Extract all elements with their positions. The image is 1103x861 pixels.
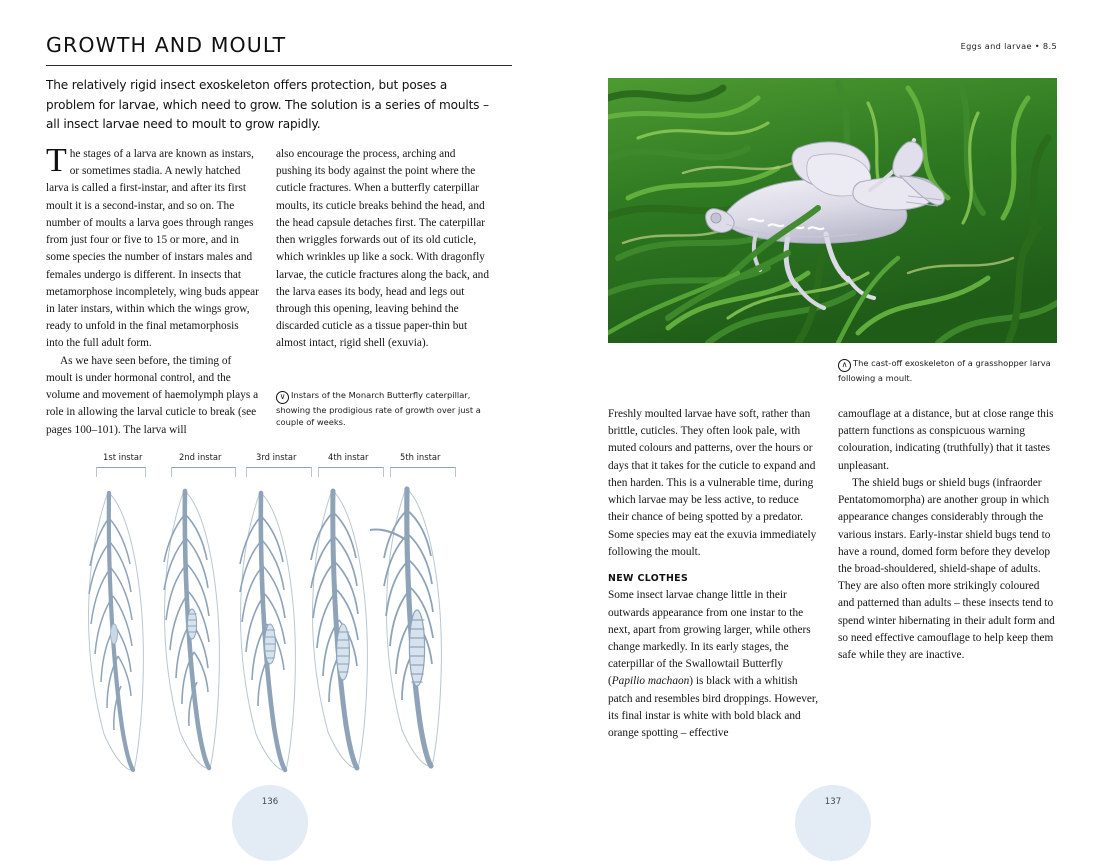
instar-bracket-4 [318, 467, 384, 477]
paragraph: also encourage the process, arching and pushing its body against the point where the cuticle fractures. When a butterfly caterpillar moults, its cuticle breaks behind the head, and the head capsule detaches first. The caterpillar then wriggles forwards out of its old cuticle, which wrinkles up like a sock. With dragonfly larvae, the cuticle fractures along the back, and the larva eases its body, head and legs out through this opening, leaving behind the discarded cuticle as a tissue paper-thin but almost intact, rigid shell (exuvia). [276, 148, 489, 350]
leaf-illustrations [60, 478, 500, 773]
drop-cap: T [46, 142, 67, 179]
down-arrow-marker: ∨ [276, 391, 289, 404]
folio-left [232, 785, 308, 861]
page-number: 136 [261, 797, 279, 807]
instar-label-5: 5th instar [400, 452, 441, 462]
instar-bracket-3 [246, 467, 312, 477]
title-divider [46, 65, 512, 66]
right-column-2 [838, 406, 1056, 664]
caterpillar [265, 624, 276, 664]
paragraph: The shield bugs or shield bugs (infraorder Pentatomomorpha) are another group in which appearance changes considerably through the various instars. Early-instar shield bugs tend to have a round, domed form before they develop the broad-shouldered, shield-shape of adults. They are also often more strikingly coloured and patterned than adults – these insects tend to spend winter hibernating in their adult form and so need effective camouflage to help keep them safe while they are inactive. [838, 476, 1055, 662]
running-head: Eggs and larvae • 8.5 [960, 41, 1057, 51]
page-title: GROWTH AND MOULT [46, 33, 287, 57]
paragraph-text: he stages of a larva are known as instars, or sometimes stadia. A newly hatched larva is called a first-instar, and after its first moult it is a second-instar, and so on. The number of moults a larva goes through ranges from just four or five to 15 or more, and in some species the number of instars males and females undergo is different. In insects that metamorphose incompletely, wing buds appear in later instars, within which the wings grow, ready to unfold in the final metamorphosis into the full adult form. [46, 148, 259, 350]
instar-diagram-caption [276, 389, 492, 428]
species-binomial: Papilio machaon [611, 675, 690, 688]
instar-label-2: 2nd instar [179, 452, 222, 462]
left-column-2 [276, 146, 490, 353]
caption-text: The cast-off exoskeleton of a grasshopper larva following a moult. [838, 358, 1051, 383]
instar-label-1: 1st instar [103, 452, 143, 462]
grasshopper-exuvia-photo [608, 78, 1057, 343]
leaf-1 [89, 492, 144, 770]
left-page [0, 0, 551, 827]
instar-label-4: 4th instar [328, 452, 369, 462]
caption-text: Instars of the Monarch Butterfly caterpillar, showing the prodigious rate of growth over just a couple of weeks. [276, 390, 481, 428]
leaf-2 [164, 490, 219, 768]
caterpillar [409, 610, 424, 686]
caterpillar [337, 624, 350, 680]
caterpillar [187, 609, 196, 639]
instar-bracket-1 [96, 467, 146, 477]
instar-label-3: 3rd instar [256, 452, 297, 462]
instar-growth-diagram [60, 452, 500, 772]
section-subheading: NEW CLOTHES [608, 572, 689, 584]
leaf-5 [370, 488, 441, 766]
left-column-1 [46, 142, 259, 439]
leaf-3 [240, 492, 295, 770]
paragraph: camouflage at a distance, but at close range this pattern functions as conspicuous warning colouration, indicating (truthfully) that it tastes unpleasant. [838, 408, 1054, 472]
leaf-4 [311, 490, 367, 768]
standfirst-intro: The relatively rigid insect exoskeleton offers protection, but poses a problem for larvae, which need to grow. The solution is a series of moults – all insect larvae need to moult to grow rapidly. [46, 78, 489, 132]
paragraph: Freshly moulted larvae have soft, rather than brittle, cuticles. They often look pale, with muted colours and patterns, over the hours or days that it takes for the cuticle to expand and then harden. This is a vulnerable time, during which larvae may be less active, to reduce their chance of being spotted by a predator. Some species may eat the exuvia immediately following the moult. [608, 408, 817, 558]
paragraph: As we have seen before, the timing of moult is under hormonal control, and the volume and movement of haemolymph plays a role in allowing the larval cuticle to break (see pages 100–101). The larva will [46, 354, 259, 436]
instar-bracket-5 [390, 467, 456, 477]
paragraph [46, 142, 259, 353]
photo-caption [838, 357, 1056, 384]
up-arrow-marker: ∧ [838, 359, 851, 372]
instar-bracket-2 [171, 467, 236, 477]
paragraph [608, 587, 822, 742]
right-column-1 [608, 406, 822, 742]
folio-right [795, 785, 871, 861]
paragraph-text-a: Some insect larvae change little in their outwards appearance from one instar to the next, apart from growing larger, while others change markedly. In its early stages, the caterpillar of the Swallowtail Butterfly ( [608, 589, 811, 688]
paragraph-text-b: ) is black with a whitish patch and resembles bird droppings. However, its final instar is white with bold black and orange spotting – effective [608, 675, 819, 740]
page-number: 137 [824, 797, 842, 807]
